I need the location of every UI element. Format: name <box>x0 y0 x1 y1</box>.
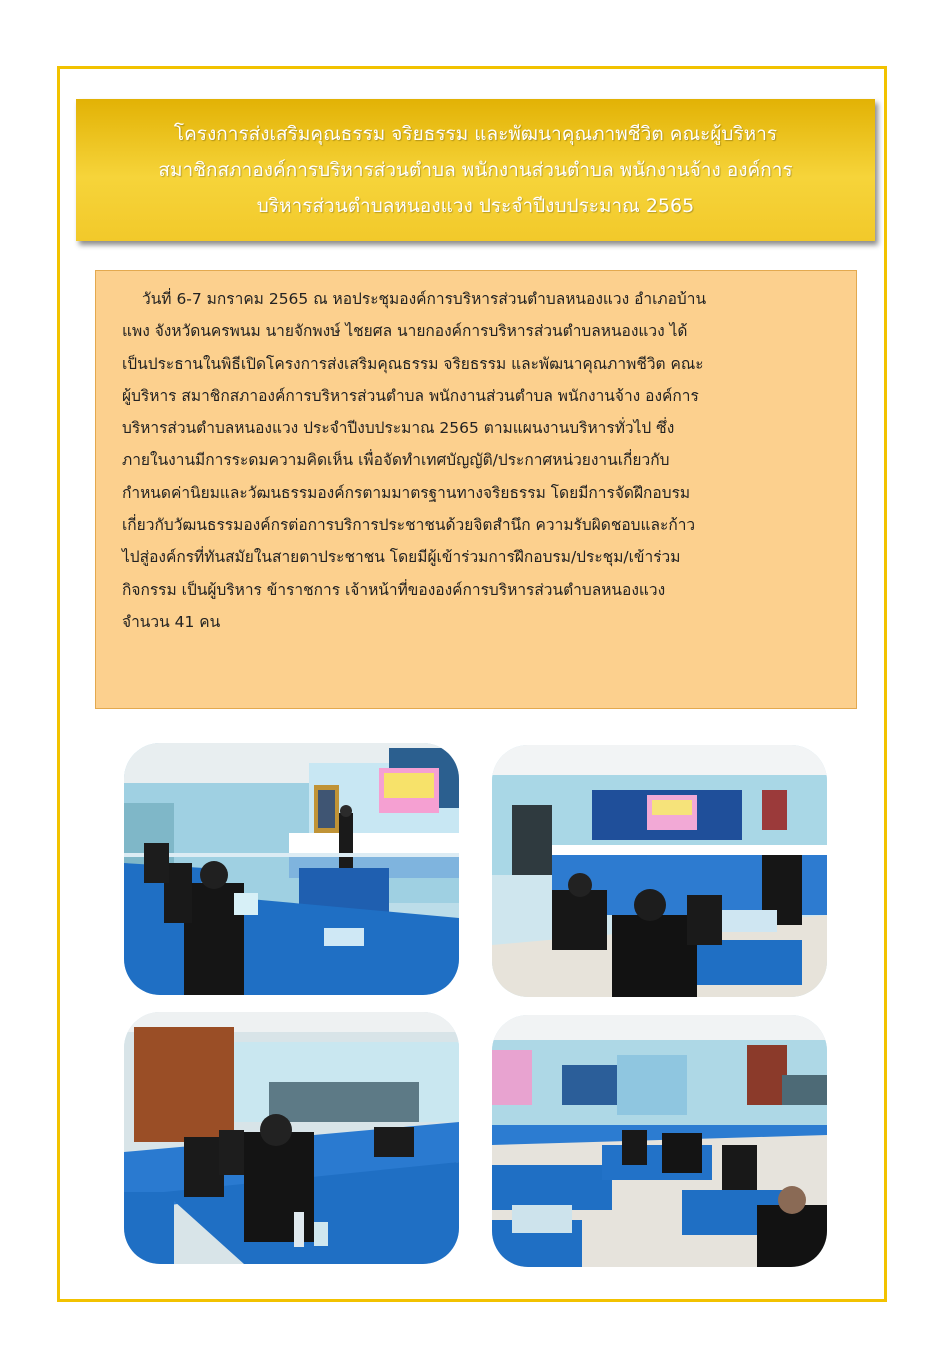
title-line-3: บริหารส่วนตำบลหนองแวง ประจำปีงบประมาณ 2565 <box>256 195 695 217</box>
body-line-2: แพง จังหวัดนครพนม นายจักพงษ์ ไชยศล นายกองค์การบริหารส่วนตำบลหนองแวง ได้ <box>122 322 688 341</box>
meeting-photo-4 <box>492 1015 827 1267</box>
meeting-photo-1 <box>124 743 459 995</box>
body-line-6: ภายในงานมีการระดมความคิดเห็น เพื่อจัดทำเทศบัญญัติ/ประกาศหน่วยงานเกี่ยวกับ <box>122 451 670 470</box>
title-line-1: โครงการส่งเสริมคุณธรรม จริยธรรม และพัฒนาคุณภาพชีวิต คณะผู้บริหาร <box>173 123 778 145</box>
body-line-5: บริหารส่วนตำบลหนองแวง ประจำปีงบประมาณ 2565 ตามแผนงานบริหารทั่วไป ซึ่ง <box>122 419 675 438</box>
description-box <box>95 270 857 709</box>
body-line-9: ไปสู่องค์กรที่ทันสมัยในสายตาประชาชน โดยมีผู้เข้าร่วมการฝึกอบรม/ประชุม/เข้าร่วม <box>122 548 681 567</box>
body-line-4: ผู้บริหาร สมาชิกสภาองค์การบริหารส่วนตำบล พนักงานส่วนตำบล พนักงานจ้าง องค์การ <box>122 386 699 405</box>
body-line-8: เกี่ยวกับวัฒนธรรมองค์กรต่อการบริการประชาชนด้วยจิตสำนึก ความรับผิดชอบและก้าว <box>122 516 696 535</box>
title-line-2: สมาชิกสภาองค์การบริหารส่วนตำบล พนักงานส่วนตำบล พนักงานจ้าง องค์การ <box>158 159 793 181</box>
body-line-11: จำนวน 41 คน <box>122 612 221 631</box>
body-line-7: กำหนดค่านิยมและวัฒนธรรมองค์กรตามมาตรฐานทางจริยธรรม โดยมีการจัดฝึกอบรม <box>122 483 691 502</box>
title-banner <box>76 99 875 241</box>
body-line-1: วันที่ 6-7 มกราคม 2565 ณ หอประชุมองค์การบริหารส่วนตำบลหนองแวง อำเภอบ้าน <box>142 290 707 308</box>
meeting-photo-2 <box>492 745 827 997</box>
meeting-photo-3 <box>124 1012 459 1264</box>
body-line-3: เป็นประธานในพิธีเปิดโครงการส่งเสริมคุณธรรม จริยธรรม และพัฒนาคุณภาพชีวิต คณะ <box>122 354 704 373</box>
body-line-10: กิจกรรม เป็นผู้บริหาร ข้าราชการ เจ้าหน้าที่ขององค์การบริหารส่วนตำบลหนองแวง <box>122 580 666 599</box>
